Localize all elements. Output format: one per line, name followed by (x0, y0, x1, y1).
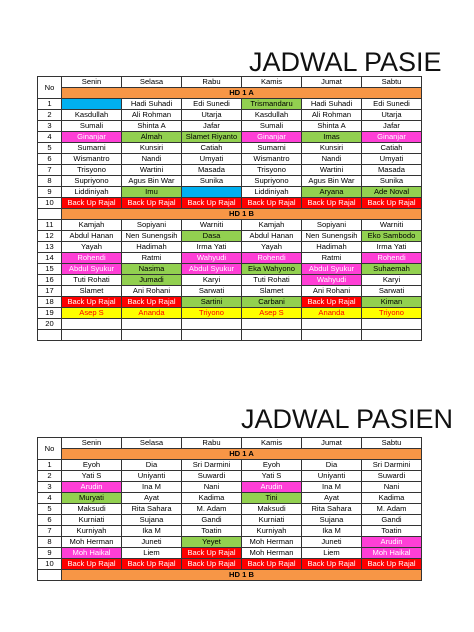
patient-cell: Abdul Syukur (182, 264, 242, 275)
patient-cell: Yayah (242, 242, 302, 253)
patient-cell: Moh Haikal (362, 548, 422, 559)
header-no: No (38, 77, 62, 99)
patient-cell: Jafar (362, 121, 422, 132)
patient-cell: Sopiyani (122, 220, 182, 231)
row-number: 1 (38, 460, 62, 471)
table-row (38, 99, 422, 110)
row-number: 6 (38, 515, 62, 526)
row-number: 20 (38, 319, 62, 330)
patient-cell: Sarwati (182, 286, 242, 297)
row-number: 8 (38, 176, 62, 187)
patient-cell: Triyono (182, 308, 242, 319)
table-row (38, 143, 422, 154)
patient-cell: Slamet (62, 286, 122, 297)
schedule-table (37, 76, 422, 341)
patient-cell: Ani Rohani (302, 286, 362, 297)
patient-cell: Imas (302, 132, 362, 143)
patient-cell: Carbani (242, 297, 302, 308)
table-row (38, 231, 422, 242)
table-row (38, 198, 422, 209)
patient-cell: Umyati (362, 154, 422, 165)
patient-cell: Jafar (182, 121, 242, 132)
patient-cell: Suhaemah (362, 264, 422, 275)
patient-cell: Sri Darmini (362, 460, 422, 471)
patient-cell: Wismantro (242, 154, 302, 165)
patient-cell: Back Up Rajal (302, 559, 362, 570)
patient-cell: Catiah (182, 143, 242, 154)
patient-cell: Ananda (302, 308, 362, 319)
patient-cell: Irma Yati (362, 242, 422, 253)
patient-cell: Nani (362, 482, 422, 493)
patient-cell: Wahyudi (302, 275, 362, 286)
table-row (38, 187, 422, 198)
row-number: 4 (38, 132, 62, 143)
patient-cell: Agus Bin War (302, 176, 362, 187)
patient-cell: Ginanjar (362, 132, 422, 143)
patient-cell: Back Up Rajal (182, 198, 242, 209)
row-number: 2 (38, 471, 62, 482)
row-number: 13 (38, 242, 62, 253)
patient-cell: Catiah (362, 143, 422, 154)
patient-cell: Hadimah (302, 242, 362, 253)
patient-cell: Utarja (182, 110, 242, 121)
patient-cell: Dasa (182, 231, 242, 242)
patient-cell: Arudin (242, 482, 302, 493)
patient-cell: Eka Wahyono (242, 264, 302, 275)
table-row (38, 330, 422, 341)
patient-cell: Nen Sunengsih (302, 231, 362, 242)
row-number: 1 (38, 99, 62, 110)
table-row (38, 154, 422, 165)
header-day: Kamis (242, 77, 302, 88)
patient-cell: Hadimah (122, 242, 182, 253)
patient-cell: Sunika (182, 176, 242, 187)
patient-cell: Back Up Rajal (122, 559, 182, 570)
row-number: 10 (38, 559, 62, 570)
patient-cell: Ade Noval (362, 187, 422, 198)
table-row (38, 526, 422, 537)
patient-cell: Back Up Rajal (302, 297, 362, 308)
patient-cell: Kiman (362, 297, 422, 308)
patient-cell: Back Up Rajal (62, 198, 122, 209)
patient-cell: Liem (302, 548, 362, 559)
patient-cell: Triyono (362, 308, 422, 319)
patient-cell: Karyi (362, 275, 422, 286)
header-day: Sabtu (362, 77, 422, 88)
patient-cell: Liddiniyah (62, 187, 122, 198)
row-number: 9 (38, 548, 62, 559)
patient-cell: Kadima (182, 493, 242, 504)
patient-cell (62, 330, 122, 341)
patient-cell (62, 319, 122, 330)
patient-cell (122, 319, 182, 330)
patient-cell: Ginanjar (242, 132, 302, 143)
patient-cell: Yati S (242, 471, 302, 482)
patient-cell: Ayat (302, 493, 362, 504)
patient-cell: Ratmi (122, 253, 182, 264)
patient-cell: Ina M (302, 482, 362, 493)
table-row (38, 504, 422, 515)
row-number: 15 (38, 264, 62, 275)
patient-cell: Yeyet (182, 537, 242, 548)
page-title: JADWAL PASIEN (241, 404, 454, 434)
patient-cell: Edi Sunedi (182, 99, 242, 110)
patient-cell: Eyoh (242, 460, 302, 471)
patient-cell: Nandi (302, 154, 362, 165)
patient-cell: Sumarni (62, 143, 122, 154)
row-number: 8 (38, 537, 62, 548)
patient-cell: Rohendi (362, 253, 422, 264)
table-row (38, 253, 422, 264)
patient-cell: Back Up Rajal (182, 548, 242, 559)
section-header: HD 1 B (62, 209, 422, 220)
patient-cell: Shinta A (122, 121, 182, 132)
patient-cell: Kurniati (242, 515, 302, 526)
patient-cell: Tini (242, 493, 302, 504)
patient-cell: Kurniati (62, 515, 122, 526)
patient-cell: Maksudi (242, 504, 302, 515)
patient-cell (62, 99, 122, 110)
row-number: 5 (38, 143, 62, 154)
table-row (38, 121, 422, 132)
patient-cell: Abdul Hanan (62, 231, 122, 242)
header-day: Jumat (302, 438, 362, 449)
table-row (38, 242, 422, 253)
patient-cell: Nen Sunengsih (122, 231, 182, 242)
patient-cell: Liem (122, 548, 182, 559)
patient-cell: Back Up Rajal (62, 297, 122, 308)
patient-cell: Kasdullah (62, 110, 122, 121)
patient-cell: Sartini (182, 297, 242, 308)
table-row (38, 537, 422, 548)
patient-cell: Umyati (182, 154, 242, 165)
patient-cell: Kamjah (242, 220, 302, 231)
patient-cell: Ika M (122, 526, 182, 537)
patient-cell: Dia (122, 460, 182, 471)
patient-cell: Wartini (302, 165, 362, 176)
section-header: HD 1 B (62, 570, 422, 581)
table-row (38, 493, 422, 504)
patient-cell: Back Up Rajal (242, 559, 302, 570)
table-row (38, 297, 422, 308)
patient-cell: Wismantro (62, 154, 122, 165)
patient-cell: Liddiniyah (242, 187, 302, 198)
patient-cell: Abdul Syukur (302, 264, 362, 275)
patient-cell: Asep S (242, 308, 302, 319)
row-number: 17 (38, 286, 62, 297)
header-day: Senin (62, 438, 122, 449)
table-row (38, 548, 422, 559)
patient-cell: Suwardi (362, 471, 422, 482)
row-number: 16 (38, 275, 62, 286)
patient-cell: Sunika (362, 176, 422, 187)
patient-cell (182, 187, 242, 198)
page-title: JADWAL PASIE (249, 47, 442, 77)
patient-cell: Masada (182, 165, 242, 176)
patient-cell: Sujana (302, 515, 362, 526)
patient-cell: Kunsiri (122, 143, 182, 154)
table-row (38, 110, 422, 121)
patient-cell: Gandi (362, 515, 422, 526)
patient-cell: Rohendi (242, 253, 302, 264)
patient-cell: M. Adam (362, 504, 422, 515)
row-number: 6 (38, 154, 62, 165)
row-number: 19 (38, 308, 62, 319)
patient-cell: Eyoh (62, 460, 122, 471)
patient-cell: Toatin (362, 526, 422, 537)
patient-cell: Kamjah (62, 220, 122, 231)
row-number: 7 (38, 526, 62, 537)
patient-cell: Arudin (62, 482, 122, 493)
patient-cell: Ina M (122, 482, 182, 493)
patient-cell: Hadi Suhadi (122, 99, 182, 110)
patient-cell: Sarwati (362, 286, 422, 297)
patient-cell (242, 319, 302, 330)
patient-cell: Back Up Rajal (302, 198, 362, 209)
row-number: 3 (38, 121, 62, 132)
patient-cell: Back Up Rajal (362, 559, 422, 570)
patient-cell: Almah (122, 132, 182, 143)
table-row (38, 515, 422, 526)
patient-cell: Edi Sunedi (362, 99, 422, 110)
patient-cell: Kunsiri (302, 143, 362, 154)
patient-cell: Wartini (122, 165, 182, 176)
patient-cell: Masada (362, 165, 422, 176)
row-number: 9 (38, 187, 62, 198)
patient-cell: Nandi (122, 154, 182, 165)
patient-cell: Back Up Rajal (122, 198, 182, 209)
patient-cell: Ali Rohman (302, 110, 362, 121)
patient-cell: Imu (122, 187, 182, 198)
patient-cell: Sri Darmini (182, 460, 242, 471)
patient-cell (122, 330, 182, 341)
table-row (38, 275, 422, 286)
patient-cell: Kadima (362, 493, 422, 504)
patient-cell: Suwardi (182, 471, 242, 482)
patient-cell: Uniyanti (122, 471, 182, 482)
table-row (38, 471, 422, 482)
patient-cell: Abdul Hanan (242, 231, 302, 242)
patient-cell: Sopiyani (302, 220, 362, 231)
patient-cell: Moh Haikal (62, 548, 122, 559)
header-day: Selasa (122, 438, 182, 449)
row-number: 14 (38, 253, 62, 264)
patient-cell (182, 330, 242, 341)
row-number (38, 330, 62, 341)
patient-cell: Back Up Rajal (122, 297, 182, 308)
patient-cell (302, 319, 362, 330)
header-day: Rabu (182, 438, 242, 449)
patient-cell: Back Up Rajal (242, 198, 302, 209)
row-number: 10 (38, 198, 62, 209)
header-day: Rabu (182, 77, 242, 88)
patient-cell: Sumarni (242, 143, 302, 154)
patient-cell: Karyi (182, 275, 242, 286)
patient-cell: Tuti Rohati (242, 275, 302, 286)
section-header: HD 1 A (62, 88, 422, 99)
patient-cell: Trismandaru (242, 99, 302, 110)
patient-cell: Trisyono (62, 165, 122, 176)
patient-cell: Juneti (122, 537, 182, 548)
patient-cell: Jumadi (122, 275, 182, 286)
patient-cell: Supriyono (62, 176, 122, 187)
table-row (38, 165, 422, 176)
patient-cell: Shinta A (302, 121, 362, 132)
patient-cell: Ali Rohman (122, 110, 182, 121)
patient-cell: Ayat (122, 493, 182, 504)
table-row (38, 132, 422, 143)
table-row (38, 286, 422, 297)
patient-cell: Wahyudi (182, 253, 242, 264)
patient-cell: Supriyono (242, 176, 302, 187)
patient-cell: Utarja (362, 110, 422, 121)
patient-cell: Warniti (182, 220, 242, 231)
patient-cell: Ratmi (302, 253, 362, 264)
patient-cell: Dia (302, 460, 362, 471)
section-header: HD 1 A (62, 449, 422, 460)
patient-cell (302, 330, 362, 341)
patient-cell: Toatin (182, 526, 242, 537)
patient-cell: Uniyanti (302, 471, 362, 482)
patient-cell: Moh Herman (62, 537, 122, 548)
patient-cell: Aryana (302, 187, 362, 198)
row-number: 7 (38, 165, 62, 176)
patient-cell: Kurniyah (62, 526, 122, 537)
row-number: 11 (38, 220, 62, 231)
patient-cell: Ginanjar (62, 132, 122, 143)
patient-cell: Sumali (242, 121, 302, 132)
patient-cell: Eko Sambodo (362, 231, 422, 242)
table-row (38, 482, 422, 493)
patient-cell: Moh Herman (242, 548, 302, 559)
patient-cell: Slamet (242, 286, 302, 297)
header-day: Jumat (302, 77, 362, 88)
row-number: 3 (38, 482, 62, 493)
patient-cell: Yati S (62, 471, 122, 482)
patient-cell: Abdul Syukur (62, 264, 122, 275)
patient-cell: Warniti (362, 220, 422, 231)
header-day: Sabtu (362, 438, 422, 449)
table-row (38, 559, 422, 570)
patient-cell: Nasima (122, 264, 182, 275)
patient-cell: Rita Sahara (122, 504, 182, 515)
patient-cell: Trisyono (242, 165, 302, 176)
table-row (38, 308, 422, 319)
patient-cell: Arudin (362, 537, 422, 548)
patient-cell: Back Up Rajal (362, 198, 422, 209)
row-number: 18 (38, 297, 62, 308)
table-row (38, 176, 422, 187)
patient-cell: Moh Herman (242, 537, 302, 548)
header-day: Senin (62, 77, 122, 88)
patient-cell: Kasdullah (242, 110, 302, 121)
patient-cell (182, 319, 242, 330)
patient-cell: Juneti (302, 537, 362, 548)
patient-cell: Tuti Rohati (62, 275, 122, 286)
patient-cell: Gandi (182, 515, 242, 526)
patient-cell: Sumali (62, 121, 122, 132)
table-row (38, 319, 422, 330)
row-number: 4 (38, 493, 62, 504)
patient-cell: Sujana (122, 515, 182, 526)
patient-cell: Yayah (62, 242, 122, 253)
row-number: 12 (38, 231, 62, 242)
patient-cell (362, 319, 422, 330)
patient-cell: Back Up Rajal (182, 559, 242, 570)
patient-cell: Ananda (122, 308, 182, 319)
schedule-table (37, 437, 422, 581)
patient-cell: Ani Rohani (122, 286, 182, 297)
header-day: Selasa (122, 77, 182, 88)
patient-cell: M. Adam (182, 504, 242, 515)
patient-cell: Kurniyah (242, 526, 302, 537)
patient-cell: Irma Yati (182, 242, 242, 253)
patient-cell: Rita Sahara (302, 504, 362, 515)
header-day: Kamis (242, 438, 302, 449)
patient-cell: Ika M (302, 526, 362, 537)
header-no: No (38, 438, 62, 460)
patient-cell (362, 330, 422, 341)
table-row (38, 220, 422, 231)
patient-cell: Hadi Suhadi (302, 99, 362, 110)
patient-cell: Slamet Riyanto (182, 132, 242, 143)
table-row (38, 264, 422, 275)
patient-cell: Asep S (62, 308, 122, 319)
patient-cell: Nani (182, 482, 242, 493)
patient-cell (242, 330, 302, 341)
patient-cell: Muryati (62, 493, 122, 504)
patient-cell: Back Up Rajal (62, 559, 122, 570)
row-number: 5 (38, 504, 62, 515)
patient-cell: Agus Bin War (122, 176, 182, 187)
patient-cell: Maksudi (62, 504, 122, 515)
row-number: 2 (38, 110, 62, 121)
patient-cell: Rohendi (62, 253, 122, 264)
table-row (38, 460, 422, 471)
